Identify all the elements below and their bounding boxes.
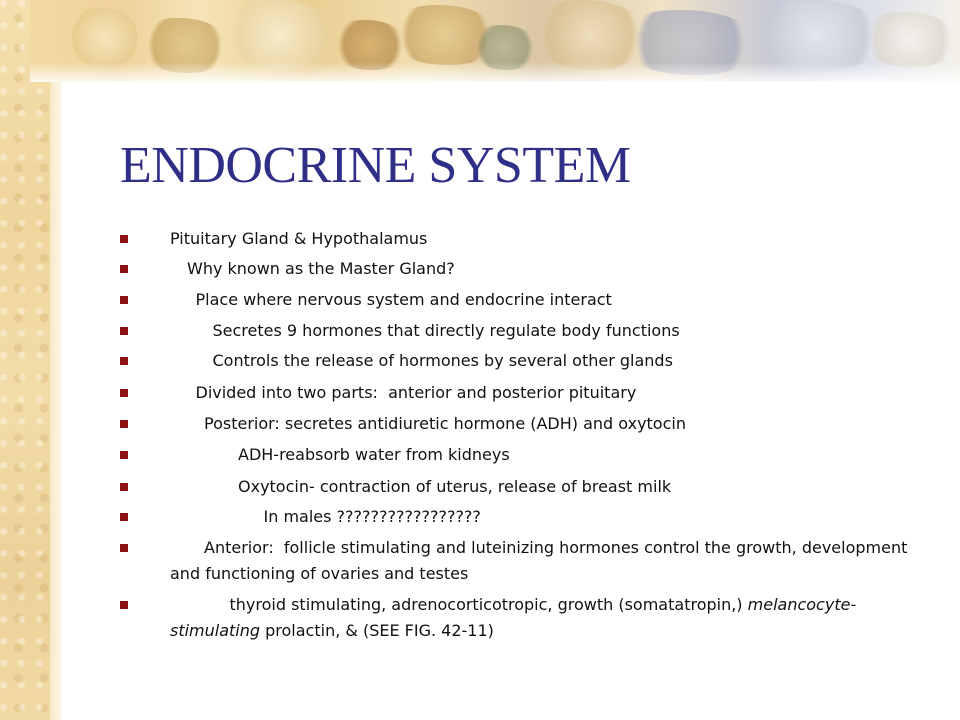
parchment-strip (0, 0, 50, 720)
bullet-text: Controls the release of hormones by several other glands (212, 351, 673, 370)
square-bullet-icon (120, 601, 128, 609)
square-bullet-icon (120, 513, 128, 521)
square-bullet-icon (120, 235, 128, 243)
bullet-item (120, 411, 920, 437)
square-bullet-icon (120, 327, 128, 335)
bullet-text: Secretes 9 hormones that directly regulate body functions (212, 321, 680, 340)
slide-title: ENDOCRINE SYSTEM (120, 137, 631, 194)
bullet-item (120, 380, 920, 406)
square-bullet-icon (120, 296, 128, 304)
banner-fade (30, 62, 960, 82)
bullet-text: Why known as the Master Gland? (187, 259, 455, 278)
bullet-text-part: prolactin, & (SEE FIG. 42-11) (260, 621, 494, 640)
bullet-item (120, 256, 920, 282)
bullet-text: Anterior: follicle stimulating and luteinizing hormones control the growth, development and functioning of ovaries and testes (170, 538, 913, 583)
bullet-item (120, 535, 920, 587)
bullet-text: Oxytocin- contraction of uterus, release of breast milk (238, 477, 672, 496)
bullet-item (120, 348, 920, 374)
square-bullet-icon (120, 420, 128, 428)
square-bullet-icon (120, 357, 128, 365)
bullet-text: In males ????????????????? (263, 507, 481, 526)
square-bullet-icon (120, 389, 128, 397)
bullet-text: Pituitary Gland & Hypothalamus (170, 229, 428, 248)
bullet-text-part: thyroid stimulating, adrenocorticotropic, growth (somatatropin,) (229, 595, 743, 614)
bullet-text: ADH-reabsorb water from kidneys (238, 445, 510, 464)
bullet-item (120, 592, 920, 644)
bullet-text: Place where nervous system and endocrine interact (195, 290, 612, 309)
bullet-text: Posterior: secretes antidiuretic hormone (ADH) and oxytocin (204, 414, 686, 433)
bullet-text: Divided into two parts: anterior and posterior pituitary (195, 383, 637, 402)
parchment-strip-edge (50, 0, 62, 720)
bullet-item (120, 504, 920, 530)
square-bullet-icon (120, 544, 128, 552)
bullet-item (120, 474, 920, 500)
bullet-text-mixed (170, 592, 920, 644)
bullet-item (120, 226, 920, 252)
bullet-text-italic: melancocyte-stimulating (170, 595, 857, 640)
square-bullet-icon (120, 483, 128, 491)
decorative-banner (30, 0, 960, 82)
square-bullet-icon (120, 451, 128, 459)
bullet-item (120, 442, 920, 468)
square-bullet-icon (120, 265, 128, 273)
bullet-item (120, 318, 920, 344)
bullet-item (120, 287, 920, 313)
